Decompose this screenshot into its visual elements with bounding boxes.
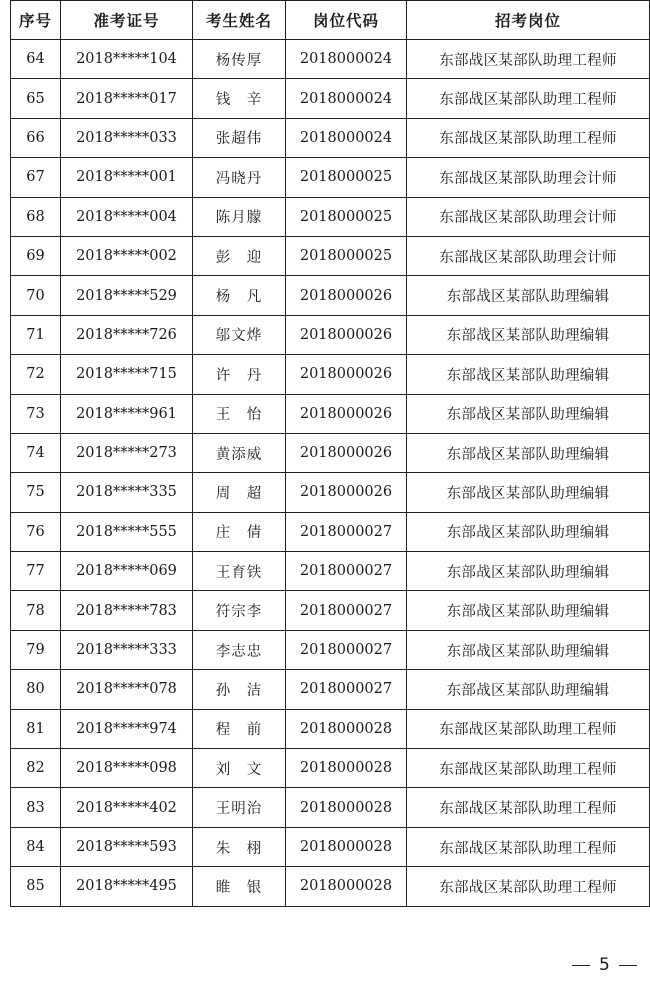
cell-seq: 78 (11, 591, 61, 630)
cell-post: 东部战区某部队助理工程师 (407, 40, 650, 79)
cell-name: 黄添威 (193, 433, 286, 472)
cell-post-code: 2018000026 (286, 433, 407, 472)
cell-post-code: 2018000025 (286, 197, 407, 236)
cell-post-code: 2018000027 (286, 670, 407, 709)
table-header-row (11, 1, 650, 40)
cell-exam-id: 2018*****529 (61, 276, 193, 315)
cell-seq: 76 (11, 512, 61, 551)
cell-name: 邬文烨 (193, 315, 286, 354)
cell-name: 程 前 (193, 709, 286, 748)
cell-exam-id: 2018*****495 (61, 867, 193, 906)
table-row (11, 355, 650, 394)
table-row (11, 591, 650, 630)
cell-exam-id: 2018*****017 (61, 79, 193, 118)
cell-post: 东部战区某部队助理编辑 (407, 355, 650, 394)
cell-post: 东部战区某部队助理编辑 (407, 473, 650, 512)
header-exam-id: 准考证号 (61, 1, 193, 40)
cell-post: 东部战区某部队助理会计师 (407, 158, 650, 197)
cell-post: 东部战区某部队助理编辑 (407, 512, 650, 551)
cell-post: 东部战区某部队助理会计师 (407, 197, 650, 236)
cell-post-code: 2018000027 (286, 512, 407, 551)
cell-post-code: 2018000025 (286, 158, 407, 197)
table-row (11, 788, 650, 827)
cell-exam-id: 2018*****715 (61, 355, 193, 394)
table-row (11, 118, 650, 157)
table-row (11, 552, 650, 591)
cell-name: 王明治 (193, 788, 286, 827)
cell-post: 东部战区某部队助理工程师 (407, 118, 650, 157)
cell-exam-id: 2018*****333 (61, 630, 193, 669)
cell-post-code: 2018000027 (286, 591, 407, 630)
cell-seq: 80 (11, 670, 61, 709)
cell-post-code: 2018000027 (286, 630, 407, 669)
cell-name: 杨传厚 (193, 40, 286, 79)
cell-post: 东部战区某部队助理编辑 (407, 670, 650, 709)
cell-post: 东部战区某部队助理工程师 (407, 788, 650, 827)
cell-exam-id: 2018*****004 (61, 197, 193, 236)
cell-post: 东部战区某部队助理编辑 (407, 433, 650, 472)
cell-exam-id: 2018*****961 (61, 394, 193, 433)
cell-name: 李志忠 (193, 630, 286, 669)
cell-post: 东部战区某部队助理编辑 (407, 552, 650, 591)
table-row (11, 630, 650, 669)
candidate-table (10, 0, 650, 907)
cell-seq: 65 (11, 79, 61, 118)
cell-seq: 67 (11, 158, 61, 197)
cell-exam-id: 2018*****002 (61, 236, 193, 275)
cell-name: 刘 文 (193, 749, 286, 788)
cell-name: 陈月朦 (193, 197, 286, 236)
cell-post-code: 2018000024 (286, 40, 407, 79)
table-row (11, 158, 650, 197)
cell-post: 东部战区某部队助理编辑 (407, 394, 650, 433)
table-row (11, 276, 650, 315)
cell-post: 东部战区某部队助理工程师 (407, 749, 650, 788)
cell-name: 彭 迎 (193, 236, 286, 275)
cell-seq: 85 (11, 867, 61, 906)
cell-post: 东部战区某部队助理编辑 (407, 591, 650, 630)
cell-seq: 71 (11, 315, 61, 354)
cell-seq: 77 (11, 552, 61, 591)
header-post: 招考岗位 (407, 1, 650, 40)
cell-post-code: 2018000026 (286, 394, 407, 433)
cell-name: 许 丹 (193, 355, 286, 394)
table-body (11, 40, 650, 907)
cell-post: 东部战区某部队助理工程师 (407, 79, 650, 118)
cell-seq: 81 (11, 709, 61, 748)
cell-name: 孙 洁 (193, 670, 286, 709)
table-row (11, 394, 650, 433)
cell-post: 东部战区某部队助理工程师 (407, 827, 650, 866)
cell-exam-id: 2018*****001 (61, 158, 193, 197)
header-name: 考生姓名 (193, 1, 286, 40)
cell-name: 杨 凡 (193, 276, 286, 315)
cell-exam-id: 2018*****555 (61, 512, 193, 551)
cell-name: 王育铁 (193, 552, 286, 591)
cell-exam-id: 2018*****078 (61, 670, 193, 709)
table-row (11, 473, 650, 512)
cell-seq: 83 (11, 788, 61, 827)
cell-post-code: 2018000026 (286, 355, 407, 394)
table-row (11, 40, 650, 79)
cell-post-code: 2018000024 (286, 118, 407, 157)
cell-seq: 74 (11, 433, 61, 472)
cell-post: 东部战区某部队助理编辑 (407, 276, 650, 315)
cell-seq: 79 (11, 630, 61, 669)
dash-left (572, 965, 590, 966)
cell-post-code: 2018000028 (286, 709, 407, 748)
cell-name: 王 怡 (193, 394, 286, 433)
table-row (11, 670, 650, 709)
cell-post-code: 2018000024 (286, 79, 407, 118)
cell-seq: 84 (11, 827, 61, 866)
table-row (11, 709, 650, 748)
cell-exam-id: 2018*****273 (61, 433, 193, 472)
cell-post-code: 2018000028 (286, 867, 407, 906)
table-row (11, 749, 650, 788)
cell-seq: 66 (11, 118, 61, 157)
cell-post-code: 2018000026 (286, 315, 407, 354)
table-row (11, 827, 650, 866)
cell-name: 周 超 (193, 473, 286, 512)
cell-seq: 64 (11, 40, 61, 79)
cell-name: 钱 辛 (193, 79, 286, 118)
table-row (11, 197, 650, 236)
cell-post: 东部战区某部队助理工程师 (407, 709, 650, 748)
cell-post-code: 2018000028 (286, 827, 407, 866)
cell-post-code: 2018000026 (286, 276, 407, 315)
cell-exam-id: 2018*****402 (61, 788, 193, 827)
cell-post-code: 2018000028 (286, 749, 407, 788)
cell-exam-id: 2018*****593 (61, 827, 193, 866)
cell-post: 东部战区某部队助理编辑 (407, 630, 650, 669)
table-row (11, 79, 650, 118)
table-row (11, 867, 650, 906)
cell-seq: 70 (11, 276, 61, 315)
cell-seq: 72 (11, 355, 61, 394)
cell-exam-id: 2018*****033 (61, 118, 193, 157)
cell-post: 东部战区某部队助理编辑 (407, 315, 650, 354)
cell-exam-id: 2018*****098 (61, 749, 193, 788)
table-row (11, 315, 650, 354)
cell-post-code: 2018000028 (286, 788, 407, 827)
cell-post-code: 2018000026 (286, 473, 407, 512)
table-row (11, 433, 650, 472)
cell-name: 庄 倩 (193, 512, 286, 551)
cell-exam-id: 2018*****783 (61, 591, 193, 630)
page-number: 5 (599, 955, 610, 975)
cell-seq: 69 (11, 236, 61, 275)
cell-seq: 82 (11, 749, 61, 788)
cell-exam-id: 2018*****069 (61, 552, 193, 591)
cell-post-code: 2018000025 (286, 236, 407, 275)
cell-name: 冯晓丹 (193, 158, 286, 197)
cell-name: 张超伟 (193, 118, 286, 157)
cell-exam-id: 2018*****726 (61, 315, 193, 354)
table-row (11, 512, 650, 551)
cell-post: 东部战区某部队助理工程师 (407, 867, 650, 906)
cell-name: 睢 银 (193, 867, 286, 906)
table-row (11, 236, 650, 275)
header-post-code: 岗位代码 (286, 1, 407, 40)
cell-post: 东部战区某部队助理会计师 (407, 236, 650, 275)
cell-exam-id: 2018*****335 (61, 473, 193, 512)
cell-seq: 68 (11, 197, 61, 236)
dash-right (619, 965, 637, 966)
cell-post-code: 2018000027 (286, 552, 407, 591)
cell-seq: 75 (11, 473, 61, 512)
header-seq: 序号 (11, 1, 61, 40)
cell-name: 朱 栩 (193, 827, 286, 866)
cell-exam-id: 2018*****974 (61, 709, 193, 748)
cell-name: 符宗李 (193, 591, 286, 630)
cell-seq: 73 (11, 394, 61, 433)
page-footer (572, 952, 650, 978)
cell-exam-id: 2018*****104 (61, 40, 193, 79)
